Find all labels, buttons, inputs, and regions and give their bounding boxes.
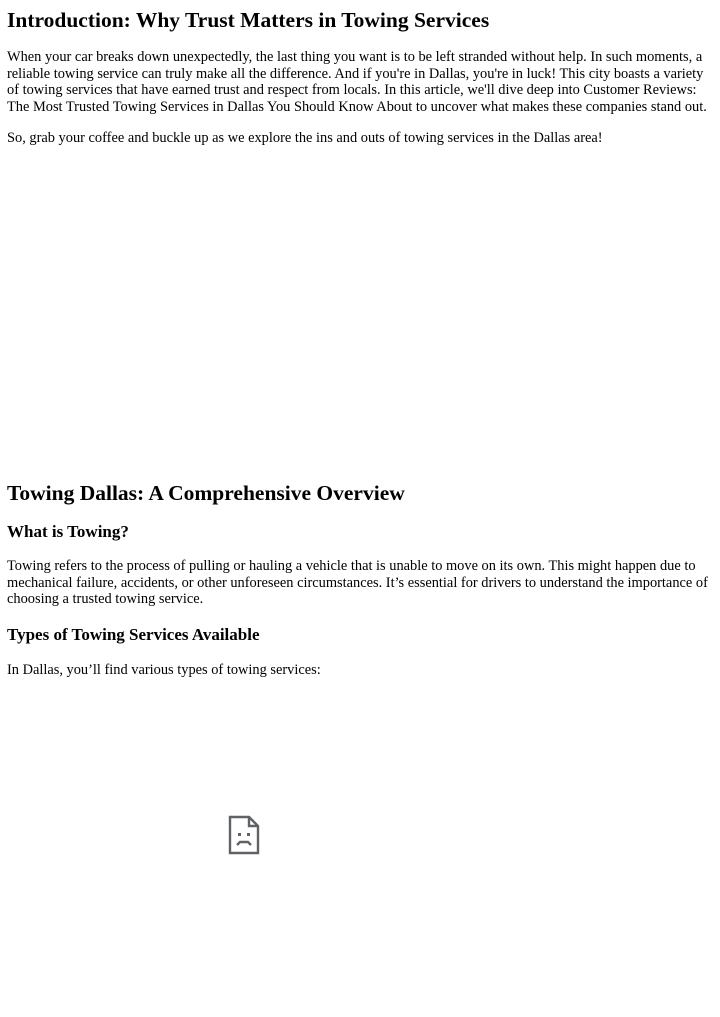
article bbox=[7, 0, 713, 678]
intro-paragraph-1: When your car breaks down unexpectedly, the last thing you want is to be left stranded without help. In such moments, a reliable towing service can truly make all the difference. And if you're in Dallas, you're in luck! This city boasts a variety of towing services that have earned trust and respect from locals. In this article, we'll dive deep into Customer Reviews: The Most Trusted Towing Services in Dallas You Should Know About to uncover what makes these companies stand out. bbox=[7, 49, 707, 115]
what-is-towing-heading: What is Towing? bbox=[7, 522, 129, 541]
what-is-towing-paragraph: Towing refers to the process of pulling or hauling a vehicle that is unable to move on its own. This might happen due to mechanical failure, accidents, or other unforeseen circumstances. It’s essential for drivers to understand the importance of choosing a trusted towing service. bbox=[7, 558, 708, 607]
intro-paragraph-2: So, grab your coffee and buckle up as we explore the ins and outs of towing services in the Dallas area! bbox=[7, 130, 603, 146]
overview-heading: Towing Dallas: A Comprehensive Overview bbox=[7, 481, 405, 505]
intro-heading: Introduction: Why Trust Matters in Towing Services bbox=[7, 8, 490, 32]
types-of-towing-paragraph: In Dallas, you’ll find various types of towing services: bbox=[7, 662, 321, 678]
types-of-towing-heading: Types of Towing Services Available bbox=[7, 625, 260, 644]
broken-image-icon bbox=[228, 815, 260, 855]
